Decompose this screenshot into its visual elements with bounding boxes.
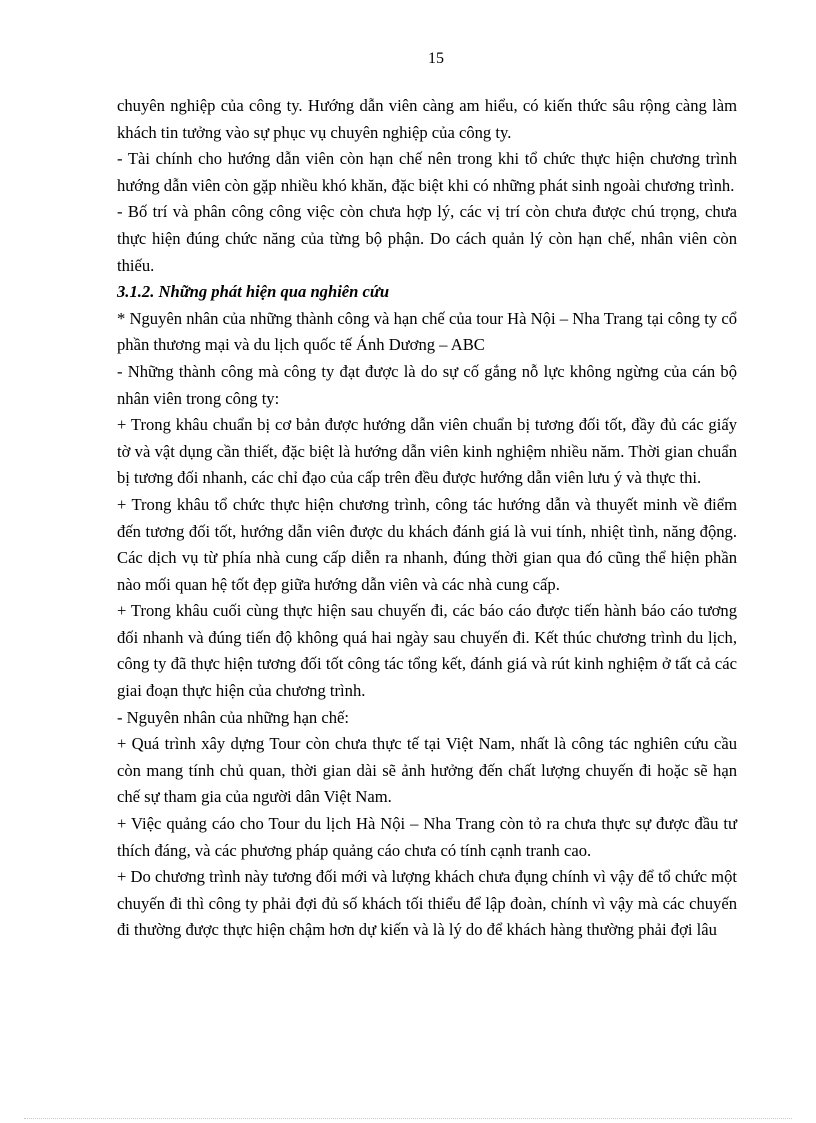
paragraph: - Những thành công mà công ty đạt được là do sự cố gắng nỗ lực không ngừng của cán bộ nhân viên trong công ty: <box>117 361 737 408</box>
paragraph: + Quá trình xây dựng Tour còn chưa thực tế tại Việt Nam, nhất là công tác nghiên cứu cầu còn mang tính chủ quan, thời gian dài sẽ ảnh hưởng đến chất lượng chuyến đi hoặc sẽ hạn chế sự tham gia của người dân Việt Nam. <box>117 734 737 807</box>
paragraph: - Nguyên nhân của những hạn chế: <box>117 707 350 727</box>
paragraph: + Trong khâu tổ chức thực hiện chương trình, công tác hướng dẫn và thuyết minh về điểm đến tương đối tốt, hướng dẫn viên được du khách đánh giá là vui tính, nhiệt tình, năng động. Các dịch vụ từ phía nhà cung cấp diễn ra nhanh, đúng thời gian qua đó cũng thể hiện phần nào mối quan hệ tốt đẹp giữa hướng dẫn viên và các nhà cung cấp. <box>117 494 737 594</box>
paragraph: - Bố trí và phân công công việc còn chưa hợp lý, các vị trí còn chưa được chú trọng, chưa thực hiện đúng chức năng của từng bộ phận. Do cách quản lý còn hạn chế, nhân viên còn thiếu. <box>117 202 737 275</box>
paragraph: - Tài chính cho hướng dẫn viên còn hạn chế nên trong khi tổ chức thực hiện chương trình hướng dẫn viên còn gặp nhiều khó khăn, đặc biệt khi có những phát sinh ngoài chương trình. <box>117 149 737 195</box>
paragraph: + Trong khâu chuẩn bị cơ bản được hướng dẫn viên chuẩn bị tương đối tốt, đầy đủ các giấy tờ và vật dụng cần thiết, đặc biệt là hướng dẫn viên kinh nghiệm nhiều năm. Thời gian chuẩn bị tương đối nhanh, các chỉ đạo của cấp trên đều được hướng dẫn viên lưu ý và thực thi. <box>117 415 737 488</box>
section-heading: 3.1.2. Những phát hiện qua nghiên cứu <box>117 282 390 302</box>
paragraph: + Việc quảng cáo cho Tour du lịch Hà Nội – Nha Trang còn tỏ ra chưa thực sự được đầu tư thích đáng, và các phương pháp quảng cáo chưa có tính cạnh tranh cao. <box>117 814 737 860</box>
paragraph: + Trong khâu cuối cùng thực hiện sau chuyến đi, các báo cáo được tiến hành báo cáo tương đối nhanh và đúng tiến độ không quá hai ngày sau chuyến đi. Kết thúc chương trình du lịch, công ty đã thực hiện tương đối tốt công tác tổng kết, đánh giá và rút kinh nghiệm ở tất cả các giai đoạn thực hiện của chương trình. <box>117 601 737 701</box>
paragraph: * Nguyên nhân của những thành công và hạn chế của tour Hà Nội – Nha Trang tại công ty cổ phần thương mại và du lịch quốc tế Ánh Dương – ABC <box>117 308 737 355</box>
paragraph: + Do chương trình này tương đối mới và lượng khách chưa đụng chính vì vậy để tổ chức một chuyến đi thì công ty phải đợi đủ số khách tối thiểu để lập đoàn, chính vì vậy mà các chuyến đi thường được thực hiện chậm hơn dự kiến và là lý do để khách hàng thường phải đợi lâu <box>117 867 737 940</box>
page-number: 15 <box>428 50 444 67</box>
page-bottom-divider <box>24 1118 792 1119</box>
document-body <box>117 93 737 944</box>
paragraph: chuyên nghiệp của công ty. Hướng dẫn viên càng am hiểu, có kiến thức sâu rộng càng làm khách tin tưởng vào sự phục vụ chuyên nghiệp của công ty. <box>117 96 737 142</box>
